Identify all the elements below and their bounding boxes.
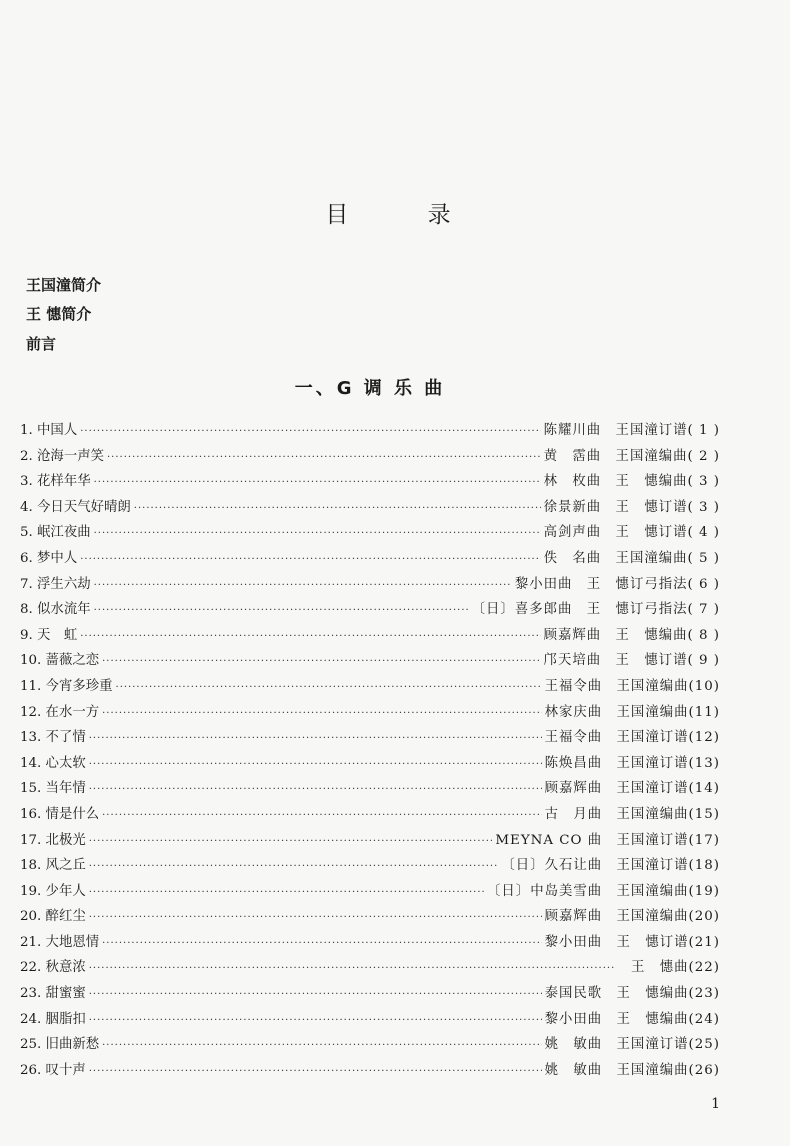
toc-entry [20, 726, 720, 752]
toc-entry [20, 445, 720, 471]
dot-leader [89, 836, 493, 847]
credit-and-page: 王福令曲 王国潼编曲(10) [544, 678, 720, 694]
song-title: 24. 胭脂扣 [20, 1011, 86, 1027]
credit-and-page: 黄 霑曲 王国潼编曲( 2 ) [543, 448, 720, 464]
credit-and-page: 陈耀川曲 王国潼订谱( 1 ) [543, 423, 720, 438]
credit-and-page: 陈焕昌曲 王国潼订谱(13) [544, 755, 720, 771]
credit-and-page: 〔日〕久石让曲 王国潼订谱(18) [501, 858, 720, 874]
dot-leader [89, 887, 484, 898]
intro-item-wang-guotong: 王国潼简介 [26, 276, 102, 294]
toc-entry [20, 931, 720, 957]
toc-entry [20, 649, 720, 675]
toc-entry [20, 803, 720, 829]
toc-entry [20, 829, 720, 855]
song-title: 12. 在水一方 [20, 704, 100, 720]
song-title: 18. 风之丘 [20, 858, 86, 874]
dot-leader [94, 477, 541, 488]
credit-and-page: 〔日〕中岛美雪曲 王国潼编曲(19) [487, 883, 720, 899]
toc-entry [20, 777, 720, 803]
credit-and-page: 顾嘉辉曲 王国潼编曲(20) [544, 909, 720, 925]
credit-and-page: 黎小田曲 王 憓订弓指法( 6 ) [514, 576, 720, 592]
toc-entry [20, 675, 720, 701]
toc-entry [20, 854, 720, 880]
dot-leader [89, 733, 542, 744]
credit-and-page: 泰国民歌 王 憓编曲(23) [544, 986, 720, 1002]
dot-leader [102, 656, 540, 667]
toc-entry [20, 1033, 720, 1059]
toc-entry [20, 521, 720, 547]
song-title: 3. 花样年华 [20, 474, 91, 490]
song-title: 22. 秋意浓 [20, 960, 86, 976]
dot-leader [94, 580, 512, 591]
section-heading: 一、G 调 乐 曲 [294, 378, 446, 399]
dot-leader [102, 1040, 541, 1051]
credit-and-page: 姚 敏曲 王国潼订谱(25) [544, 1037, 720, 1053]
song-title: 23. 甜蜜蜜 [20, 986, 86, 1002]
song-title: 21. 大地恩情 [20, 934, 100, 950]
song-title: 20. 醉红尘 [20, 909, 86, 925]
song-title: 11. 今宵多珍重 [20, 678, 113, 694]
page-number: 1 [711, 1096, 720, 1112]
toc-entry [20, 982, 720, 1008]
credit-and-page: 黎小田曲 王 憓编曲(24) [544, 1011, 720, 1027]
song-title: 16. 情是什么 [20, 806, 100, 822]
song-title: 19. 少年人 [20, 883, 86, 899]
credit-and-page: 王福令曲 王国潼订谱(12) [544, 730, 720, 746]
dot-leader [89, 989, 542, 1000]
toc-entry [20, 1008, 720, 1034]
toc-entry [20, 419, 720, 445]
toc-entry [20, 470, 720, 496]
song-title: 7. 浮生六劫 [20, 576, 91, 592]
credit-and-page: 顾嘉辉曲 王国潼订谱(14) [544, 781, 720, 797]
credit-and-page: 邝天培曲 王 憓订谱( 9 ) [543, 653, 720, 669]
dot-leader [89, 912, 542, 923]
dot-leader [102, 938, 541, 949]
dot-leader [116, 682, 542, 693]
dot-leader [89, 759, 542, 770]
song-title: 4. 今日天气好晴朗 [20, 499, 131, 515]
song-title: 14. 心太软 [20, 755, 86, 771]
page-title: 目 录 [325, 202, 487, 228]
credit-and-page: 〔日〕喜多郎曲 王 憓订弓指法( 7 ) [471, 602, 720, 618]
credit-and-page: 徐景新曲 王 憓订谱( 3 ) [543, 499, 720, 515]
dot-leader [80, 554, 540, 565]
dot-leader [107, 452, 541, 463]
intro-item-preface: 前言 [26, 335, 57, 353]
credit-and-page: 林家庆曲 王国潼编曲(11) [544, 704, 720, 720]
dot-leader [80, 631, 540, 642]
toc-list [20, 419, 720, 1084]
toc-entry [20, 1059, 720, 1085]
toc-entry [20, 701, 720, 727]
intro-item-wang-hui: 王 憓简介 [26, 305, 92, 323]
toc-entry [20, 624, 720, 650]
credit-and-page: MEYNA CO 曲 王国潼订谱(17) [495, 832, 720, 848]
toc-entry [20, 547, 720, 573]
credit-and-page: 王 憓曲(22) [630, 960, 720, 976]
song-title: 10. 蔷薇之恋 [20, 653, 100, 669]
toc-entry [20, 573, 720, 599]
song-title: 25. 旧曲新愁 [20, 1037, 100, 1053]
song-title: 9. 天 虹 [20, 627, 78, 643]
dot-leader [134, 503, 541, 514]
dot-leader [89, 963, 628, 974]
song-title: 26. 叹十声 [20, 1062, 86, 1078]
song-title: 6. 梦中人 [20, 550, 78, 566]
credit-and-page: 高剑声曲 王 憓订谱( 4 ) [543, 525, 720, 541]
song-title: 17. 北极光 [20, 832, 86, 848]
toc-entry [20, 880, 720, 906]
dot-leader [102, 708, 541, 719]
credit-and-page: 顾嘉辉曲 王 憓编曲( 8 ) [543, 627, 720, 643]
dot-leader [89, 861, 499, 872]
song-title: 15. 当年情 [20, 781, 86, 797]
dot-leader [94, 605, 469, 616]
toc-entry [20, 496, 720, 522]
toc-entry [20, 752, 720, 778]
credit-and-page: 林 枚曲 王 憓编曲( 3 ) [543, 474, 720, 490]
dot-leader [94, 528, 541, 539]
song-title: 5. 岷江夜曲 [20, 525, 91, 541]
dot-leader [89, 1066, 542, 1077]
song-title: 13. 不了情 [20, 730, 86, 746]
dot-leader [89, 1015, 542, 1026]
song-title: 2. 沧海一声笑 [20, 448, 104, 464]
toc-entry [20, 905, 720, 931]
song-title: 1. 中国人 [20, 423, 78, 438]
toc-entry [20, 956, 720, 982]
credit-and-page: 佚 名曲 王国潼编曲( 5 ) [543, 550, 720, 566]
toc-entry [20, 598, 720, 624]
dot-leader [89, 784, 542, 795]
credit-and-page: 姚 敏曲 王国潼编曲(26) [544, 1062, 720, 1078]
song-title: 8. 似水流年 [20, 602, 91, 618]
credit-and-page: 黎小田曲 王 憓订谱(21) [544, 934, 720, 950]
dot-leader [80, 426, 540, 437]
credit-and-page: 古 月曲 王国潼编曲(15) [544, 806, 720, 822]
dot-leader [102, 810, 541, 821]
